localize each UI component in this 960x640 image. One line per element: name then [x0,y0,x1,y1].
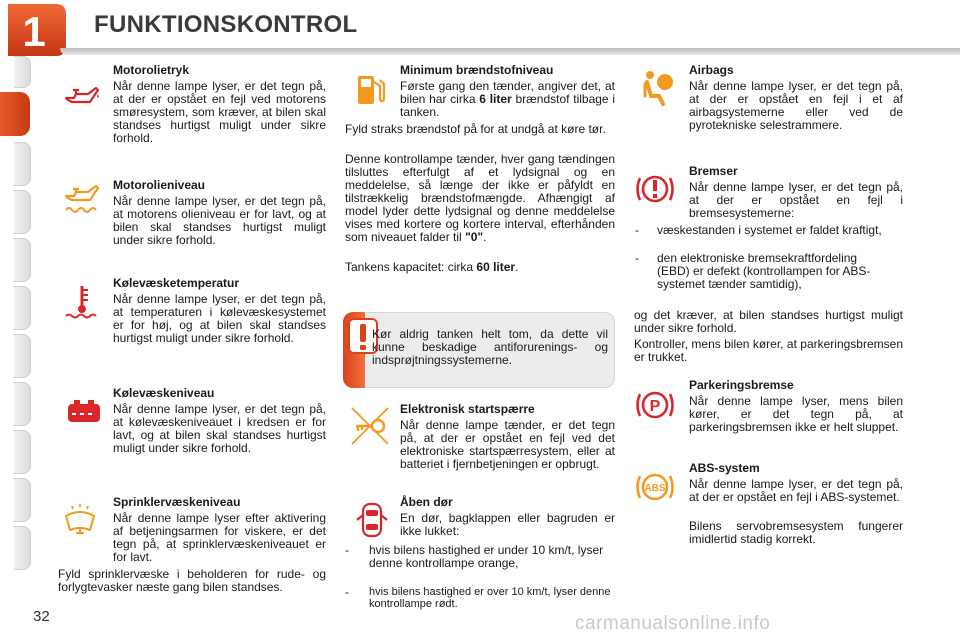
brakes-item-1: væskestanden i systemet er faldet kraftigt, [657,223,882,237]
side-tab-active[interactable] [0,92,30,136]
parking-brake-body: Når denne lampe lyser, mens bilen kører, er det tegn på, at parkeringsbremsen ikke er helt sluppet. [689,394,903,434]
fuel-capacity: Tankens kapacitet: cirka 60 liter. [345,260,519,274]
brakes-paragraph-2: og det kræver, at bilen standses hurtigst muligt under sikre forhold. [634,308,903,335]
washer-fluid-body: Når denne lampe lyser efter aktivering af betjeningsarmen for viskere, er det tegn på, at sprinklervæskeniveauet er for lavt. [113,511,326,564]
fuel-title: Minimum brændstofniveau [400,63,554,77]
side-tab[interactable] [14,478,31,522]
coolant-level-title: Kølevæskeniveau [113,386,215,400]
fuel-paragraph-2: Fyld straks brændstof på for at undgå at køre tør. [345,122,606,136]
chapter-number: 1 [22,8,46,55]
side-tab[interactable] [14,142,31,186]
oil-level-icon [62,180,102,220]
side-tab[interactable] [14,382,31,426]
immobiliser-key-icon [348,404,392,448]
airbags-title: Airbags [689,63,734,77]
bullet-dash: - [635,223,639,237]
door-open-title: Åben dør [400,495,453,509]
bullet-dash: - [635,251,639,265]
oil-pressure-icon [62,76,102,116]
fuel-body: Første gang den tænder, angiver det, at bilen har cirka 6 liter brændstof tilbage i tanken. [400,79,616,119]
oil-pressure-title: Motorolietryk [113,63,190,77]
side-tab[interactable] [14,526,31,570]
airbag-icon [637,68,677,108]
side-tab[interactable] [14,238,31,282]
abs-icon [634,466,676,508]
immobiliser-body: Når denne lampe tænder, er det tegn på, at der er opstået en fejl ved det elektroniske startspærresystem, eller at batteriet i fjernbetjeningen er opbrugt. [400,418,615,471]
washer-fluid-title: Sprinklervæskeniveau [113,495,241,509]
abs-body: Når denne lampe lyser, er det tegn på, at der er opstået en fejl i ABS-systemet. [689,477,903,504]
page-number: 32 [33,608,50,625]
oil-level-body: Når denne lampe lyser, er det tegn på, at motorens olieniveau er for lavt, og at bilen skal standses hurtigst muligt under sikre forhold. [113,194,326,247]
door-open-item-1: hvis bilens hastighed er under 10 km/t, lyser denne kontrollampe orange, [369,543,604,570]
brakes-title: Bremser [689,164,738,178]
parking-brake-icon [634,384,676,426]
fuel-pump-icon [350,70,390,110]
abs-paragraph-2: Bilens servobremsesystem fungerer imidlertid stadig korrekt. [689,519,903,546]
coolant-level-body: Når denne lampe lyser, er det tegn på, at kølevæskeniveauet i kredsen er for lavt, og at bilen skal standses hurtigst muligt under sikre forhold. [113,402,326,455]
title-rule [60,48,960,55]
brakes-item-2: den elektroniske bremsekraftfordeling (EBD) er defekt (kontrollampen for ABS-systemet tænder samtidig), [657,251,871,291]
oil-pressure-text [113,80,326,147]
side-tab[interactable] [14,286,31,330]
side-tab[interactable] [14,430,31,474]
abs-icon-label: ABS [644,483,666,494]
washer-fluid-icon [60,500,100,540]
coolant-temperature-body: Når denne lampe lyser, er det tegn på, at temperaturen i kølevæskesystemet er for høj, og at bilen skal standses hurtigst muligt under sikre forhold. [113,292,326,345]
coolant-temperature-title: Kølevæsketemperatur [113,276,240,290]
bullet-dash: - [345,543,349,557]
brakes-paragraph-3: Kontroller, mens bilen kører, at parkeringsbremsen er trukket. [634,337,903,364]
side-tab[interactable] [14,190,31,234]
bullet-dash: - [345,585,349,599]
coolant-temperature-icon [62,282,102,322]
washer-fluid-body-2: Fyld sprinklervæske i beholderen for rude- og forlygtevasker næste gang bilen standses. [58,567,326,594]
parking-brake-title: Parkeringsbremse [689,378,794,392]
page-title: FUNKTIONSKONTROL [94,11,358,38]
chapter-badge [0,0,70,60]
airbags-body: Når denne lampe lyser, er det tegn på, at der er opstået en fejl i et af airbagsystemerne eller ved de pyrotekniske selestrammere. [689,79,903,132]
brake-warning-icon [634,168,676,210]
oil-pressure-body: Når denne lampe lyser, er det tegn på, at der er opstået en fejl ved motorens smøresystem, som kræver, at bilen skal standses hurtigst muligt under sikre forhold. [113,79,326,145]
side-tab[interactable] [14,56,31,88]
watermark: carmanualsonline.info [575,613,771,634]
fuel-paragraph-3: Denne kontrollampe tænder, hver gang tændingen tilsluttes efterfulgt af et lydsignal og en meddelelse, så længe der ikke er påfyldt en tilstrækkelig brændstofmængde. Afhængigt af model lyder dette lydsignal og denne meddelelse vises med kortere og kortere interval, efterhånden som niveauet falder til "0". [345,152,615,244]
door-open-icon [352,500,392,540]
warning-text: Kør aldrig tanken helt tom, da dette vil kunne beskadige antiforurenings- og indsprøjtningssystemerne. [372,327,608,367]
door-open-body: En dør, bagklappen eller bagruden er ikke lukket: [400,511,615,538]
oil-level-title: Motorolieniveau [113,178,206,192]
side-tab[interactable] [14,334,31,378]
parking-brake-icon-letter: P [649,398,661,415]
abs-title: ABS-system [689,461,760,475]
coolant-level-icon [64,392,104,432]
door-open-item-2: hvis bilens hastighed er over 10 km/t, lyser denne kontrollampe rødt. [369,586,611,610]
immobiliser-title: Elektronisk startspærre [400,402,535,416]
brakes-body: Når denne lampe lyser, er det tegn på, at der er opstået en fejl i bremsesystemerne: [689,180,903,220]
